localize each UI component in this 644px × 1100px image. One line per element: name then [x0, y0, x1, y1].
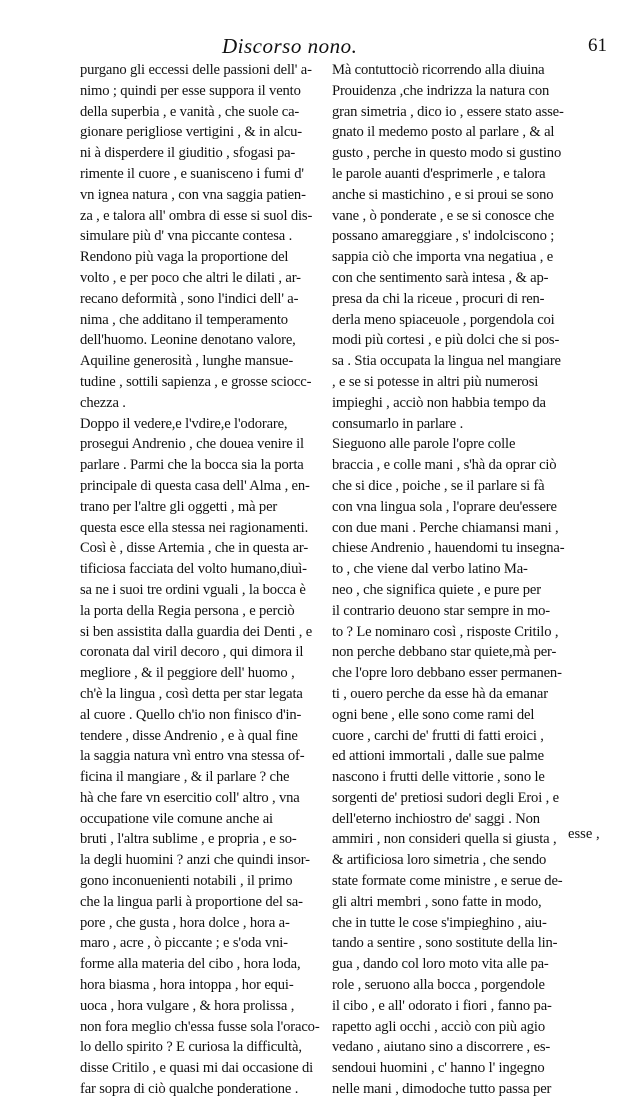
text-line: con vna lingua sola , l'oprare deu'essere: [332, 498, 557, 515]
page-number: 61: [588, 35, 607, 56]
text-line: Aquiline generosità , lunghe mansue-: [80, 353, 294, 370]
text-line: ti , ouero perche da esse hà da emanar: [332, 685, 548, 702]
text-line: chiese Andrenio , hauendomi tu insegna-: [332, 540, 565, 557]
text-line: ed attioni immortali , dalle sue palme: [332, 748, 544, 765]
text-line: nascono i frutti delle vittorie , sono le: [332, 769, 545, 786]
text-line: presa da chi la riceue , procuri di ren-: [332, 290, 545, 307]
text-line: disse Critilo , e quasi mi dai occasione di: [80, 1060, 314, 1077]
text-line: , e se si potesse in altri più numerosi: [332, 373, 539, 390]
text-line: prosegui Andrenio , che douea venire il: [80, 436, 304, 453]
text-line: gionare perigliose vertigini , & in alcu-: [80, 124, 303, 141]
text-line: anche si mastichino , e si proui se sono: [332, 186, 554, 203]
text-line: Prouidenza ,che indrizza la natura con: [332, 82, 550, 99]
text-line: modi più cortesi , e più dolci che si pos-: [332, 332, 560, 349]
text-line: derla meno spiaceuole , porgendola coi: [332, 311, 555, 328]
text-line: hora biasma , hora intoppa , hor equi-: [80, 977, 294, 994]
text-line: uoca , hora vulgare , & hora prolissa ,: [80, 997, 295, 1014]
running-title: Discorso nono.: [222, 34, 358, 58]
text-line: to , che viene dal verbo latino Ma-: [332, 561, 528, 578]
catchword: esse ,: [568, 826, 600, 842]
text-line: recano deformità , sono l'indici dell' a-: [80, 290, 299, 307]
text-line: simulare più d' vna piccante contesa .: [80, 228, 293, 245]
text-line: nelle mani , dimodoche tutto passa per: [332, 1081, 552, 1098]
text-line: la saggia natura vnì entro vna stessa of-: [80, 748, 305, 765]
text-line: za , e talora all' ombra di esse si suol dis-: [80, 207, 313, 224]
text-line: sa ne i suoi tre ordini vguali , la bocca è: [80, 581, 306, 598]
text-line: far sopra di ciò qualche ponderatione .: [80, 1081, 299, 1098]
text-line: tificiosa facciata del volto humano,diuì-: [80, 561, 307, 578]
text-line: gusto , perche in questo modo si gustino: [332, 145, 562, 162]
text-line: dell'huomo. Leonine denotano valore,: [80, 332, 296, 349]
text-line: che si dice , poiche , se il parlare si fà: [332, 477, 545, 494]
text-line: della superbia , e vanità , che suole ca-: [80, 103, 300, 120]
text-line: coronata dal viril decoro , qui dimora il: [80, 644, 304, 661]
text-line: to ? Le nominaro così , risposte Critilo ,: [332, 623, 559, 640]
text-line: gono inconuenienti notabili , il primo: [80, 873, 293, 890]
text-line: gran simetria , dico io , essere stato asse-: [332, 103, 564, 120]
text-line: il contrario deuono star sempre in mo-: [332, 602, 551, 619]
page-header: [0, 32, 644, 60]
text-line: nima , che additano il temperamento: [80, 311, 288, 328]
text-line: vn ignea natura , con vna saggia patien-: [80, 186, 306, 203]
text-line: tudine , sottili sapienza , e grosse sciocc-: [80, 373, 312, 390]
text-line: vane , ò ponderate , e se si conosce che: [332, 207, 555, 224]
text-line: megliore , & il peggiore dell' huomo ,: [80, 665, 295, 682]
text-line: hà che fare vn esercitio coll' altro , vna: [80, 789, 300, 806]
text-line: occupatione vile comune anche ai: [80, 810, 273, 827]
text-line: gua , dando col loro moto vita alle pa-: [332, 956, 549, 973]
text-line: bruti , l'altra sublime , e propria , e so-: [80, 831, 297, 848]
text-line: & artificiosa loro simetria , che sendo: [332, 852, 547, 869]
text-line: ogni bene , elle sono come rami del: [332, 706, 535, 723]
text-line: lo dello spirito ? E curiosa la difficultà,: [80, 1039, 302, 1056]
text-line: che in tutte le cose s'impieghino , aiu-: [332, 914, 547, 931]
text-line: Così è , disse Artemia , che in questa ar-: [80, 540, 309, 557]
left-text-column: [80, 60, 346, 1100]
text-line: chezza .: [80, 394, 126, 411]
text-line: il cibo , e all' odorato i fiori , fanno pa-: [332, 997, 552, 1014]
text-line: purgano gli eccessi delle passioni dell' a-: [80, 62, 312, 78]
text-line: non fora meglio ch'essa fusse sola l'oraco-: [80, 1018, 320, 1035]
text-line: tendere , disse Andrenio , e à qual fine: [80, 727, 298, 744]
text-line: forme alla materia del cibo , hora loda,: [80, 956, 301, 973]
text-line: cuore , carchi de' frutti di fatti eroici ,: [332, 727, 544, 744]
text-line: impieghi , acciò non habbia tempo da: [332, 394, 546, 411]
text-line: Mà contuttociò ricorrendo alla diuina: [332, 62, 545, 78]
text-line: nimo ; quindi per esse suppora il vento: [80, 82, 301, 99]
text-line: Rendono più vaga la proportione del: [80, 249, 289, 266]
text-line: rapetto agli occhi , acciò con più agio: [332, 1018, 545, 1035]
text-line: rimente il cuore , e suanisceno i fumi d': [80, 165, 304, 182]
text-line: non perche debbano star quiete,mà per-: [332, 644, 557, 661]
text-line: state formate come ministre , e serue de-: [332, 873, 563, 890]
text-line: la degli huomini ? anzi che quindi insor-: [80, 852, 310, 869]
text-line: vedano , aiutano sino a discorrere , es-: [332, 1039, 551, 1056]
text-line: con due mani . Perche chiamansi mani ,: [332, 519, 559, 536]
text-line: possano amareggiare , s' indolciscono ;: [332, 228, 555, 245]
text-line: parlare . Parmi che la bocca sia la porta: [80, 457, 304, 474]
text-line: al cuore . Quello ch'io non finisco d'in-: [80, 706, 302, 723]
text-line: braccia , e colle mani , s'hà da oprar ciò: [332, 457, 557, 474]
text-line: ficina il mangiare , & il parlare ? che: [80, 769, 290, 786]
text-line: maro , acre , ò piccante ; e s'oda vni-: [80, 935, 288, 952]
text-line: la porta della Regia persona , e perciò: [80, 602, 295, 619]
text-line: tando a sentire , sono sostitute della lin-: [332, 935, 558, 952]
text-line: si ben assistita dalla guardia dei Denti , e: [80, 623, 313, 640]
text-line: role , seruono alla bocca , porgendole: [332, 977, 545, 994]
text-line: sappia ciò che importa vna negatiua , e: [332, 249, 554, 266]
text-line: principale di questa casa dell' Alma , en-: [80, 477, 310, 494]
text-line: dell'eterno inchiostro de' saggi . Non: [332, 810, 540, 827]
text-line: volto , e per poco che altri le dilati , ar-: [80, 269, 301, 286]
text-line: gli altri membri , sono fatte in modo,: [332, 893, 542, 910]
text-line: ch'è la lingua , così detta per star legata: [80, 685, 303, 702]
text-line: ammiri , non consideri quella si giusta ,: [332, 831, 557, 848]
text-line: sendoui huomini , c' hanno l' ingegno: [332, 1060, 545, 1077]
text-line: le parole auanti d'esprimerle , e talora: [332, 165, 546, 182]
text-line: Doppo il vedere,e l'vdire,e l'odorare,: [80, 415, 288, 432]
text-line: sorgenti de' pretiosi sudori degli Eroi , e: [332, 789, 559, 806]
text-line: neo , che significa quiete , e pure per: [332, 581, 541, 598]
text-line: sa . Stia occupata la lingua nel mangiare: [332, 353, 561, 370]
text-line: pore , che gusta , hora dolce , hora a-: [80, 914, 290, 931]
text-line: che l'opre loro debbano esser permanen-: [332, 665, 562, 682]
text-line: gnato il medemo posto al parlare , & al: [332, 124, 555, 141]
text-line: consumarlo in parlare .: [332, 415, 464, 432]
text-line: con che sentimento sarà intesa , & ap-: [332, 269, 549, 286]
text-line: questa esce ella stessa nei ragionamenti.: [80, 519, 309, 536]
text-line: ni à disperdere il giuditio , sfogasi pa-: [80, 145, 296, 162]
text-line: che la lingua parli à proportione del sa-: [80, 893, 303, 910]
text-line: trano per l'altre gli oggetti , mà per: [80, 498, 278, 515]
text-line: Sieguono alle parole l'opre colle: [332, 436, 516, 453]
right-text-column: [332, 60, 602, 1100]
